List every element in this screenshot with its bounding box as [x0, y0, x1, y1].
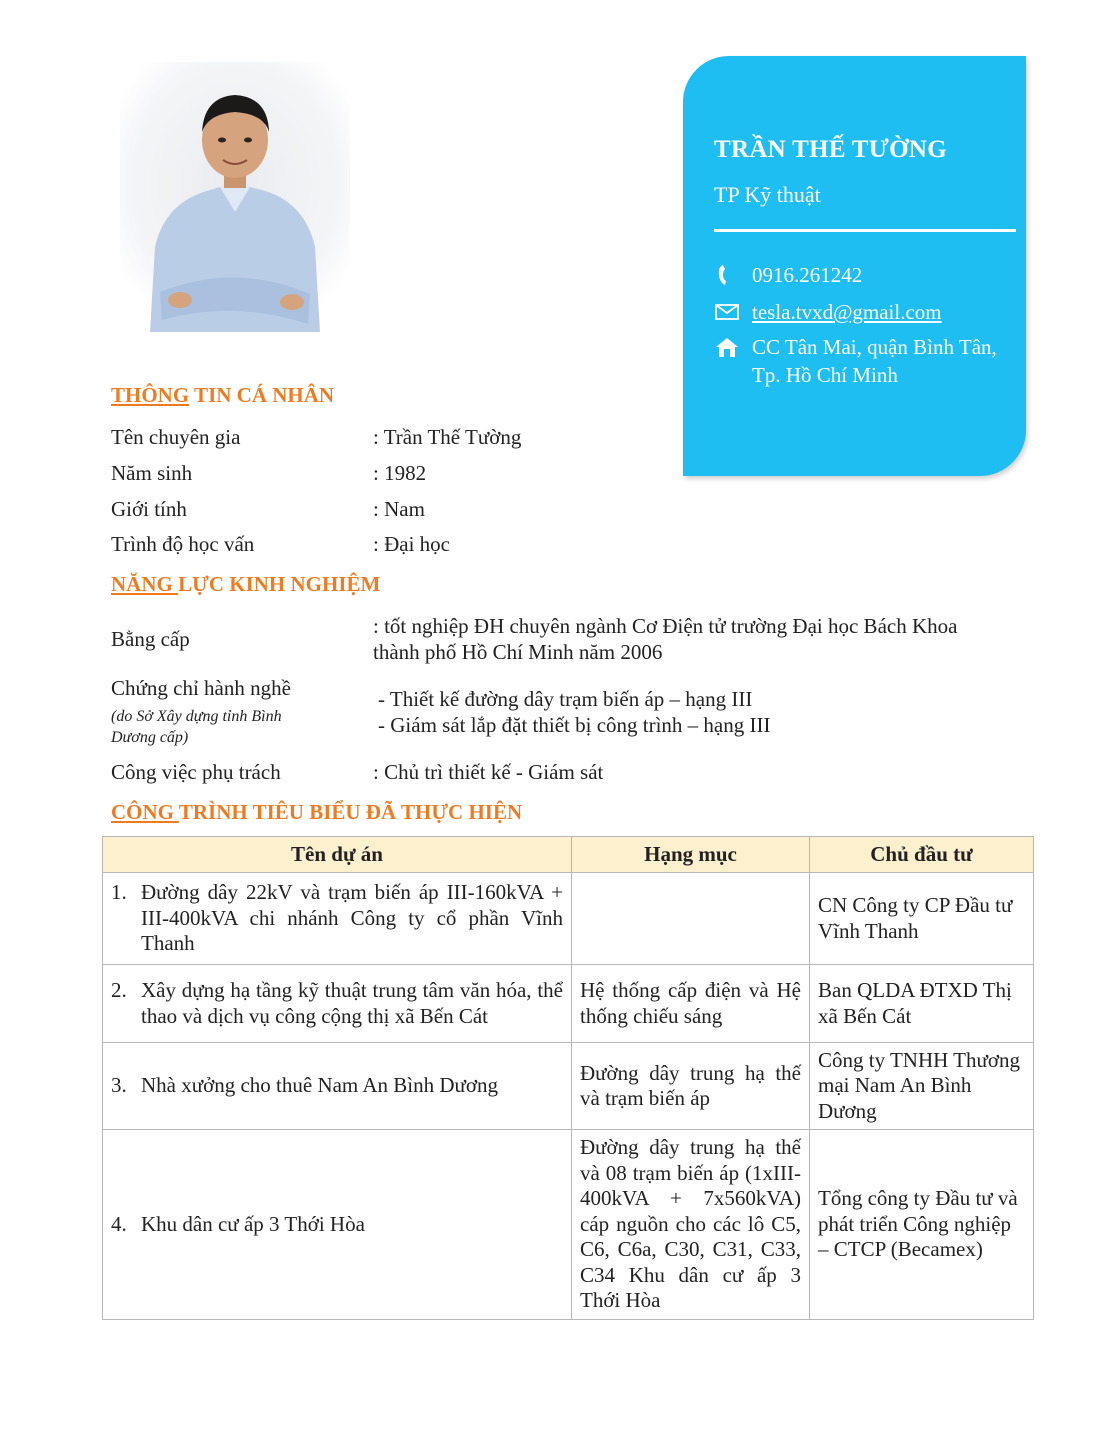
project-name-cell [103, 1043, 572, 1130]
certificate-label: Chứng chỉ hành nghề [111, 676, 291, 700]
job-title: TP Kỹ thuật [714, 182, 821, 207]
experience-heading: NĂNG LỰC KINH NGHIỆM [111, 572, 381, 596]
email-link[interactable]: tesla.tvxd@gmail.com [752, 300, 942, 324]
table-header-row [103, 837, 1034, 873]
project-scope [572, 873, 810, 965]
row-number: 3. [111, 1073, 127, 1098]
row-number: 4. [111, 1211, 127, 1236]
field-label-birth-year: Năm sinh [111, 461, 193, 485]
address-text: CC Tân Mai, quận Bình Tân, Tp. Hồ Chí Minh [752, 335, 997, 387]
project-name: Đường dây 22kV và trạm biến áp III-160kVA + III-400kVA chi nhánh Công ty cổ phần Vĩnh Thanh [141, 880, 563, 956]
row-number: 2. [111, 978, 127, 1002]
column-header-scope: Hạng mục [572, 837, 810, 873]
envelope-icon [714, 300, 740, 324]
project-scope: Hệ thống cấp điện và Hệ thống chiếu sáng [572, 965, 810, 1043]
table-row [103, 965, 1034, 1043]
field-value-birth-year: : 1982 [373, 461, 427, 485]
phone-number: 0916.261242 [752, 263, 863, 287]
project-name: Khu dân cư ấp 3 Thới Hòa [141, 1211, 365, 1236]
project-name: Nhà xưởng cho thuê Nam An Bình Dương [141, 1073, 499, 1098]
phone-icon [714, 263, 740, 287]
certificate-item-1: - Thiết kế đường dây trạm biến áp – hạng III [378, 687, 753, 711]
projects-table [102, 836, 1034, 1320]
field-label-education: Trình độ học vấn [111, 532, 255, 556]
job-value: : Chủ trì thiết kế - Giám sát [373, 760, 604, 784]
column-header-owner: Chủ đầu tư [810, 837, 1034, 873]
table-row [103, 1043, 1034, 1130]
job-label: Công việc phụ trách [111, 760, 281, 784]
table-row [103, 873, 1034, 965]
project-owner: Công ty TNHH Thương mại Nam An Bình Dương [810, 1043, 1034, 1130]
projects-heading: CÔNG TRÌNH TIÊU BIỂU ĐÃ THỰC HIỆN [111, 800, 523, 824]
certificate-item-2: - Giám sát lắp đặt thiết bị công trình – hạng III [378, 713, 771, 737]
project-name-cell [103, 1130, 572, 1320]
contact-card [683, 56, 1026, 476]
certificate-note: (do Sở Xây dựng tỉnh Bình Dương cấp) [111, 708, 282, 746]
project-scope: Đường dây trung hạ thế và 08 trạm biến áp (1xIII-400kVA + 7x560kVA) cáp nguồn cho các lô C5, C6, C6a, C30, C31, C33, C34 Khu dân cư ấp 3 Thới Hòa [572, 1130, 810, 1320]
field-value-name: : Trần Thế Tường [373, 425, 522, 449]
degree-label: Bằng cấp [111, 627, 190, 651]
project-owner: Tổng công ty Đầu tư và phát triển Công nghiệp – CTCP (Becamex) [810, 1130, 1034, 1320]
person-name: TRẦN THẾ TƯỜNG [714, 136, 947, 163]
project-owner: Ban QLDA ĐTXD Thị xã Bến Cát [810, 965, 1034, 1043]
row-number: 1. [111, 880, 127, 905]
degree-line-2: thành phố Hồ Chí Minh năm 2006 [373, 640, 663, 664]
table-row [103, 1130, 1034, 1320]
person-portrait-icon [120, 62, 350, 332]
project-owner: CN Công ty CP Đầu tư Vĩnh Thanh [810, 873, 1034, 965]
profile-photo [120, 62, 350, 332]
project-scope: Đường dây trung hạ thế và trạm biến áp [572, 1043, 810, 1130]
field-value-education: : Đại học [373, 532, 450, 556]
project-name-cell [103, 965, 572, 1043]
field-value-gender: : Nam [373, 497, 425, 521]
project-name: Xây dựng hạ tầng kỹ thuật trung tâm văn hóa, thể thao và dịch vụ công cộng thị xã Bến Cát [141, 978, 563, 1028]
divider [714, 229, 1016, 232]
home-icon [714, 335, 740, 359]
project-name-cell [103, 873, 572, 965]
degree-line-1: : tốt nghiệp ĐH chuyên ngành Cơ Điện tử trường Đại học Bách Khoa [373, 614, 958, 638]
email-text [752, 298, 1012, 326]
column-header-project: Tên dự án [103, 837, 572, 873]
field-label-gender: Giới tính [111, 497, 187, 521]
field-label-name: Tên chuyên gia [111, 425, 241, 449]
personal-info-heading: THÔNG TIN CÁ NHÂN [111, 383, 335, 407]
